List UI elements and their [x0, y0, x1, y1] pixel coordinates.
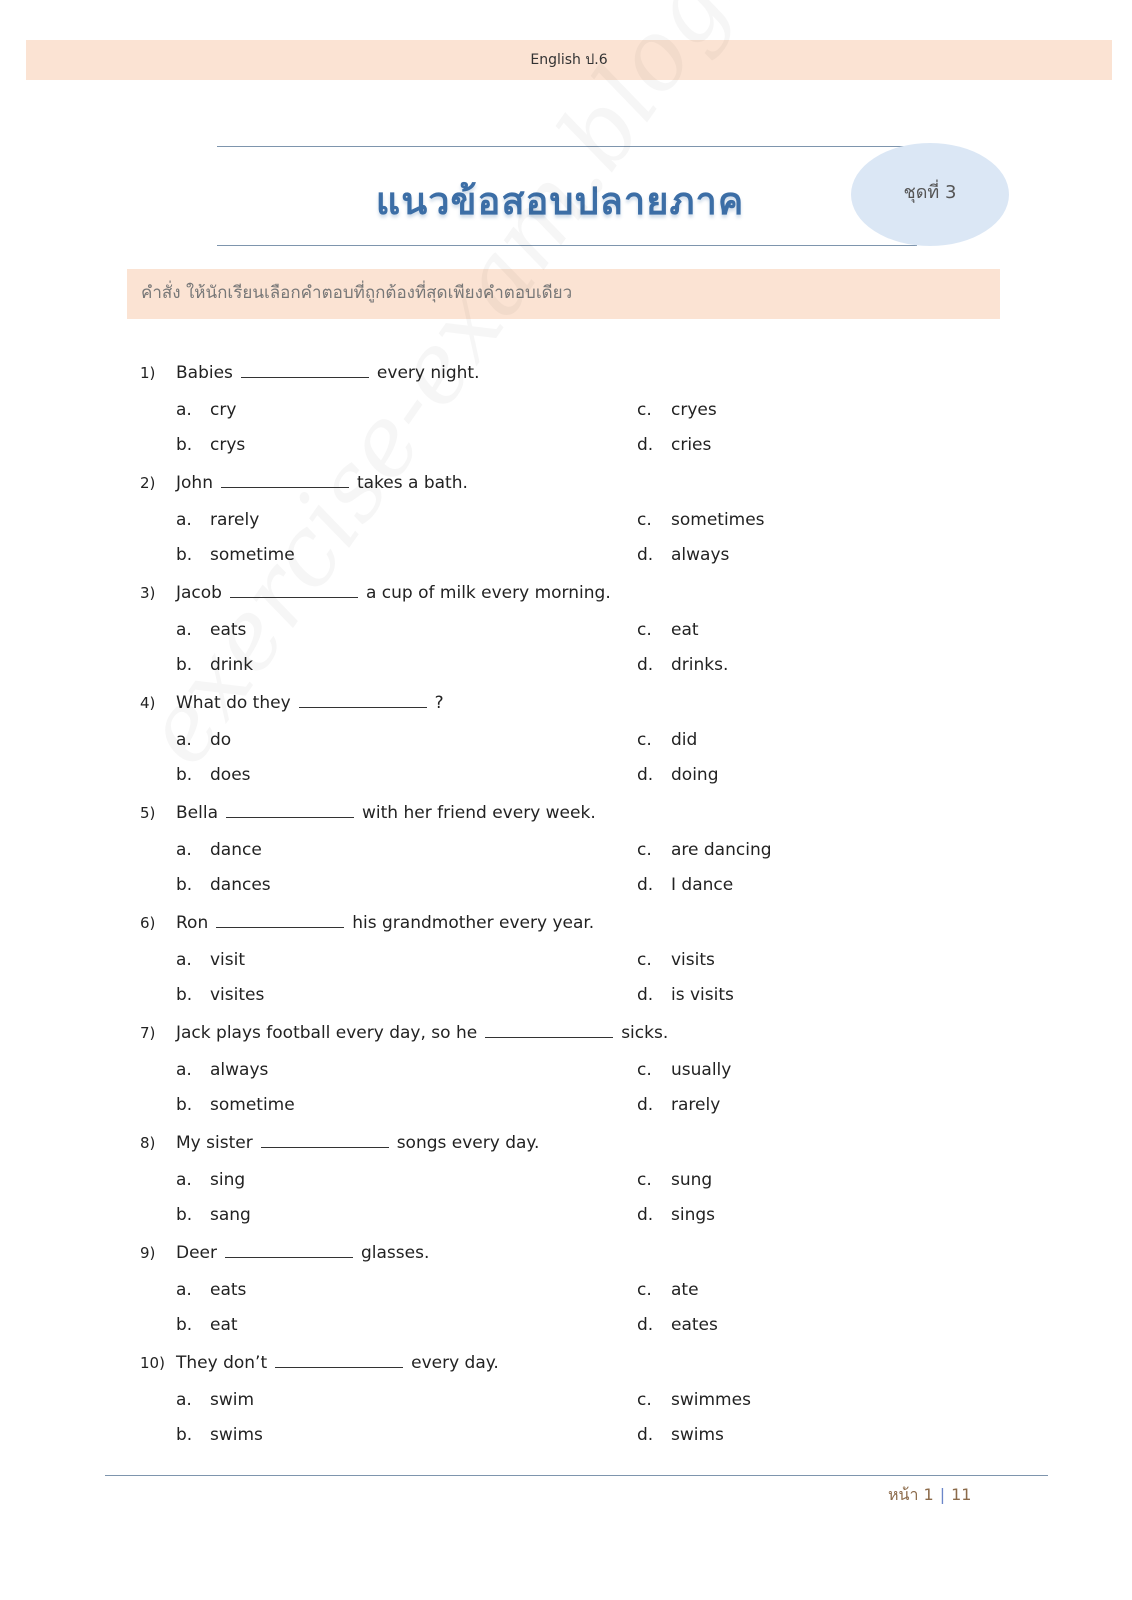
option-b[interactable] — [176, 431, 245, 459]
question-text-after: a cup of milk every morning. — [365, 583, 611, 603]
option-a[interactable] — [176, 1386, 254, 1414]
question-list — [140, 359, 1040, 1459]
option-letter: d. — [637, 655, 654, 675]
option-b[interactable] — [176, 761, 251, 789]
answer-blank — [261, 1133, 389, 1148]
option-b[interactable] — [176, 541, 295, 569]
question-stem — [140, 359, 480, 387]
option-c[interactable] — [637, 616, 699, 644]
option-letter: a. — [176, 1390, 192, 1410]
option-d[interactable] — [637, 981, 734, 1009]
question-text-before: Ron — [176, 913, 209, 933]
option-text: I dance — [671, 875, 734, 895]
page-separator: | — [939, 1485, 946, 1504]
option-text: is visits — [671, 985, 734, 1005]
option-letter: b. — [176, 1315, 193, 1335]
option-c[interactable] — [637, 836, 772, 864]
option-text: always — [210, 1060, 269, 1080]
option-letter: a. — [176, 510, 192, 530]
option-text: sometime — [210, 545, 295, 565]
page-total: 11 — [951, 1485, 972, 1504]
answer-blank — [275, 1353, 403, 1368]
option-letter: a. — [176, 730, 192, 750]
question-text-before: What do they — [176, 693, 291, 713]
option-letter: a. — [176, 1170, 192, 1190]
question-text-before: Deer — [176, 1243, 217, 1263]
question-text-after: every day. — [411, 1353, 499, 1373]
question-number: 10) — [140, 1354, 165, 1372]
question-text-after: sicks. — [621, 1023, 669, 1043]
option-text: doing — [671, 765, 719, 785]
option-text: cries — [671, 435, 712, 455]
question-1 — [140, 359, 1040, 469]
option-text: sometime — [210, 1095, 295, 1115]
answer-blank — [230, 583, 358, 598]
question-number: 5) — [140, 804, 156, 822]
option-a[interactable] — [176, 946, 245, 974]
option-letter: b. — [176, 1425, 193, 1445]
question-stem — [140, 1129, 539, 1157]
question-stem — [140, 909, 594, 937]
question-8 — [140, 1129, 1040, 1239]
option-text: drink — [210, 655, 254, 675]
page-title: แนวข้อสอบปลายภาค — [375, 179, 745, 223]
option-text: sung — [671, 1170, 713, 1190]
option-text: swims — [671, 1425, 724, 1445]
option-letter: d. — [637, 1425, 654, 1445]
option-a[interactable] — [176, 506, 259, 534]
option-letter: a. — [176, 1060, 192, 1080]
question-2 — [140, 469, 1040, 579]
question-6 — [140, 909, 1040, 1019]
option-letter: a. — [176, 620, 192, 640]
option-letter: b. — [176, 1205, 193, 1225]
option-text: do — [210, 730, 232, 750]
option-letter: a. — [176, 400, 192, 420]
footer-rule — [105, 1475, 1048, 1476]
question-text-before: They don’t — [176, 1353, 268, 1373]
question-text-after: with her friend every week. — [362, 803, 596, 823]
option-letter: b. — [176, 435, 193, 455]
option-text: visit — [210, 950, 246, 970]
option-text: crys — [210, 435, 246, 455]
option-d[interactable] — [637, 1091, 720, 1119]
question-text-after: every night. — [376, 363, 480, 383]
question-stem — [140, 1349, 499, 1377]
question-text-after: takes a bath. — [356, 473, 468, 493]
option-b[interactable] — [176, 981, 264, 1009]
option-letter: c. — [637, 1060, 652, 1080]
option-b[interactable] — [176, 1201, 251, 1229]
question-number: 3) — [140, 584, 156, 602]
question-text-before: John — [176, 473, 213, 493]
option-c[interactable] — [637, 396, 717, 424]
option-letter: d. — [637, 985, 654, 1005]
option-b[interactable] — [176, 651, 253, 679]
option-letter: b. — [176, 875, 193, 895]
question-number: 1) — [140, 364, 156, 382]
answer-blank — [485, 1023, 613, 1038]
option-letter: c. — [637, 840, 652, 860]
option-text: eat — [671, 620, 699, 640]
option-text: eats — [210, 1280, 247, 1300]
answer-blank — [221, 473, 349, 488]
question-number: 2) — [140, 474, 156, 492]
option-text: always — [671, 545, 730, 565]
page-number — [888, 1483, 971, 1508]
option-text: drinks. — [671, 655, 729, 675]
question-number: 4) — [140, 694, 156, 712]
option-a[interactable] — [176, 1056, 268, 1084]
question-number: 9) — [140, 1244, 156, 1262]
option-letter: b. — [176, 1095, 193, 1115]
question-stem — [140, 579, 611, 607]
option-text: rarely — [210, 510, 260, 530]
question-text-before: Jacob — [176, 583, 222, 603]
page-label: หน้า 1 — [888, 1485, 934, 1504]
question-10 — [140, 1349, 1040, 1459]
option-c[interactable] — [637, 1276, 699, 1304]
header-band — [26, 40, 1112, 80]
question-text-after: songs every day. — [396, 1133, 540, 1153]
option-letter: c. — [637, 1280, 652, 1300]
option-text: sometimes — [671, 510, 765, 530]
option-text: visits — [671, 950, 715, 970]
answer-blank — [216, 913, 344, 928]
option-letter: c. — [637, 730, 652, 750]
option-text: did — [671, 730, 698, 750]
option-a[interactable] — [176, 1166, 245, 1194]
option-text: eats — [210, 620, 247, 640]
option-c[interactable] — [637, 946, 715, 974]
option-letter: c. — [637, 1170, 652, 1190]
option-a[interactable] — [176, 396, 236, 424]
option-d[interactable] — [637, 1421, 724, 1449]
option-b[interactable] — [176, 1311, 238, 1339]
option-letter: d. — [637, 545, 654, 565]
option-text: does — [210, 765, 251, 785]
option-text: visites — [210, 985, 265, 1005]
set-badge — [851, 143, 1009, 246]
question-text-before: Babies — [176, 363, 233, 383]
option-letter: b. — [176, 765, 193, 785]
question-stem — [140, 799, 596, 827]
option-d[interactable] — [637, 1311, 718, 1339]
question-text-before: Bella — [176, 803, 218, 823]
question-number: 8) — [140, 1134, 156, 1152]
question-text-after: ? — [434, 693, 444, 713]
option-letter: a. — [176, 840, 192, 860]
question-number: 7) — [140, 1024, 156, 1042]
option-letter: b. — [176, 655, 193, 675]
option-text: eat — [210, 1315, 238, 1335]
question-5 — [140, 799, 1040, 909]
option-a[interactable] — [176, 1276, 246, 1304]
question-stem — [140, 689, 444, 717]
header-label: English ป.6 — [530, 52, 608, 68]
option-a[interactable] — [176, 836, 262, 864]
option-text: rarely — [671, 1095, 721, 1115]
option-text: are dancing — [671, 840, 772, 860]
option-b[interactable] — [176, 1421, 263, 1449]
question-3 — [140, 579, 1040, 689]
question-9 — [140, 1239, 1040, 1349]
option-text: cry — [210, 400, 237, 420]
option-text: cryes — [671, 400, 717, 420]
option-text: ate — [671, 1280, 699, 1300]
question-text-after: glasses. — [361, 1243, 430, 1263]
option-letter: c. — [637, 400, 652, 420]
question-stem — [140, 1239, 429, 1267]
option-letter: b. — [176, 985, 193, 1005]
question-text-before: Jack plays football every day, so he — [176, 1023, 478, 1043]
option-text: eates — [671, 1315, 718, 1335]
option-letter: c. — [637, 950, 652, 970]
option-a[interactable] — [176, 616, 246, 644]
option-c[interactable] — [637, 1056, 731, 1084]
option-text: swim — [210, 1390, 255, 1410]
question-7 — [140, 1019, 1040, 1129]
question-stem — [140, 469, 468, 497]
option-c[interactable] — [637, 506, 765, 534]
instruction-text: คำสั่ง ให้นักเรียนเลือกคำตอบที่ถูกต้องที่สุดเพียงคำตอบเดียว — [141, 283, 573, 303]
option-d[interactable] — [637, 431, 711, 459]
question-stem — [140, 1019, 668, 1047]
option-letter: c. — [637, 510, 652, 530]
answer-blank — [299, 693, 427, 708]
option-b[interactable] — [176, 871, 271, 899]
option-letter: d. — [637, 1315, 654, 1335]
option-letter: a. — [176, 1280, 192, 1300]
option-letter: d. — [637, 1205, 654, 1225]
option-letter: a. — [176, 950, 192, 970]
option-letter: d. — [637, 765, 654, 785]
option-letter: d. — [637, 435, 654, 455]
option-d[interactable] — [637, 651, 728, 679]
answer-blank — [226, 803, 354, 818]
option-letter: d. — [637, 1095, 654, 1115]
option-letter: c. — [637, 1390, 652, 1410]
option-text: dances — [210, 875, 271, 895]
option-text: usually — [671, 1060, 732, 1080]
question-4 — [140, 689, 1040, 799]
option-text: swimmes — [671, 1390, 751, 1410]
option-b[interactable] — [176, 1091, 295, 1119]
option-c[interactable] — [637, 1386, 751, 1414]
option-d[interactable] — [637, 1201, 715, 1229]
option-text: sings — [671, 1205, 716, 1225]
answer-blank — [225, 1243, 353, 1258]
option-letter: d. — [637, 875, 654, 895]
option-text: swims — [210, 1425, 263, 1445]
question-number: 6) — [140, 914, 156, 932]
option-d[interactable] — [637, 761, 718, 789]
option-c[interactable] — [637, 726, 697, 754]
answer-blank — [241, 363, 369, 378]
option-a[interactable] — [176, 726, 231, 754]
option-letter: b. — [176, 545, 193, 565]
option-d[interactable] — [637, 541, 729, 569]
set-label: ชุดที่ 3 — [903, 182, 957, 203]
option-text: sang — [210, 1205, 251, 1225]
option-c[interactable] — [637, 1166, 712, 1194]
question-text-after: his grandmother every year. — [352, 913, 595, 933]
question-text-before: My sister — [176, 1133, 253, 1153]
option-text: dance — [210, 840, 262, 860]
option-d[interactable] — [637, 871, 733, 899]
option-letter: c. — [637, 620, 652, 640]
option-text: sing — [210, 1170, 246, 1190]
